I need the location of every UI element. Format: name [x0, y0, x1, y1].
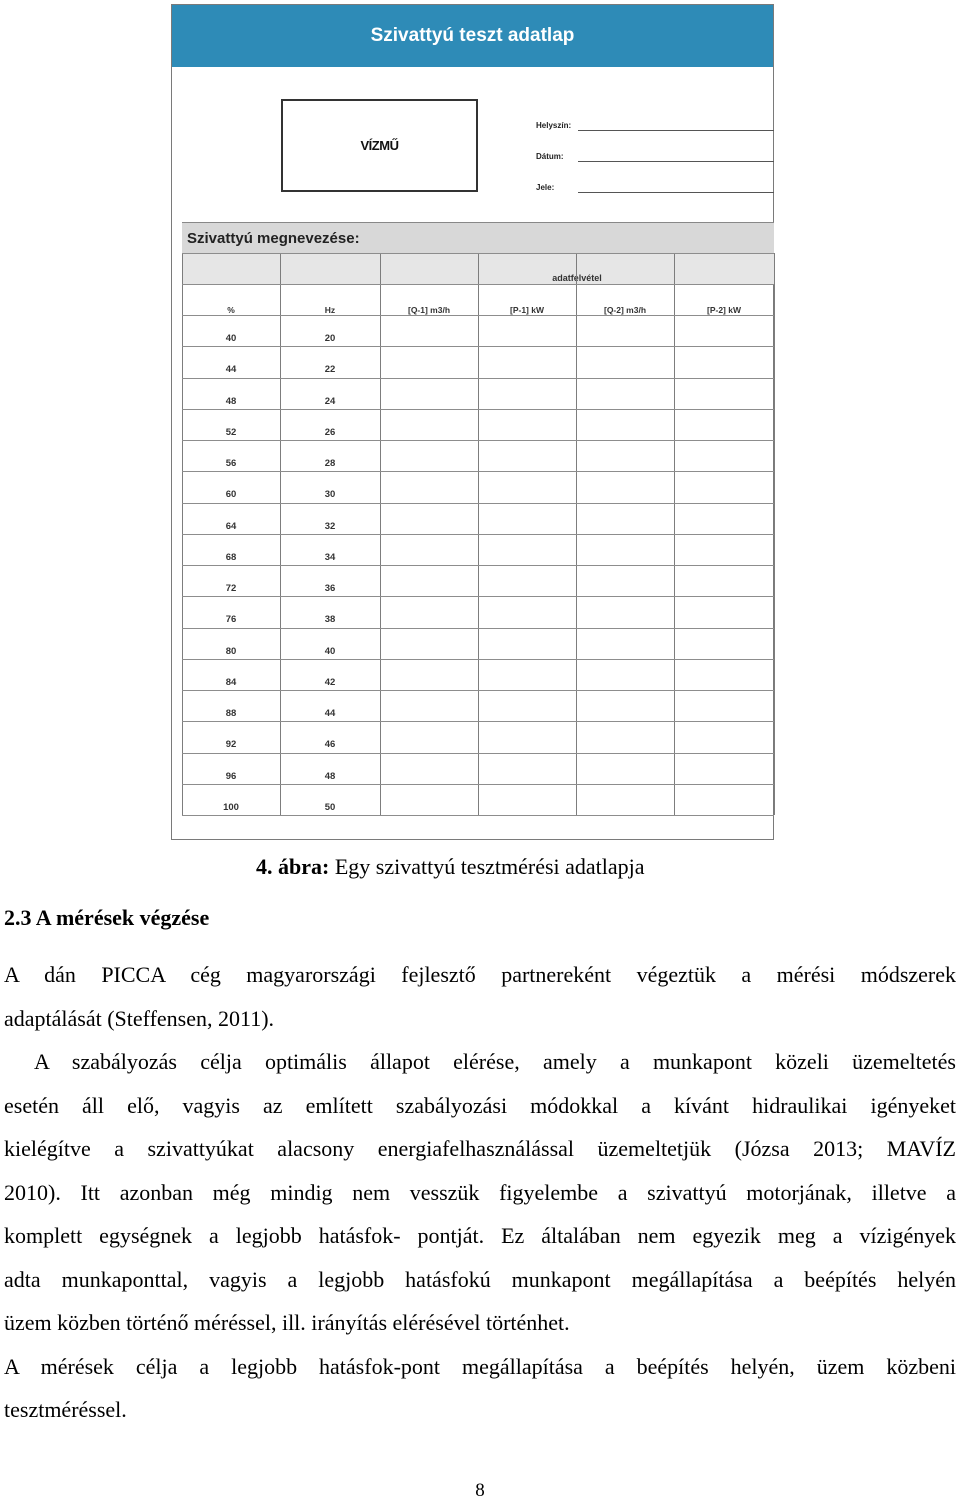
percent-cell: 96 — [225, 770, 237, 782]
percent-cell: 56 — [225, 458, 237, 469]
grid-row-line — [182, 378, 774, 379]
hz-cell: 40 — [324, 645, 336, 657]
location-label: Helyszín: — [536, 121, 572, 130]
percent-cell: 48 — [225, 395, 237, 407]
body-line: A mérések célja a legjobb hatásfok-pont megállapítása a beépítés helyén, üzem közbeni — [4, 1354, 956, 1379]
hz-cell: 50 — [324, 801, 336, 813]
location-line — [578, 130, 774, 131]
mark-label: Jele: — [536, 183, 555, 192]
hz-cell: 24 — [324, 395, 336, 407]
column-header: % — [227, 305, 235, 315]
percent-cell: 60 — [225, 489, 237, 501]
percent-cell: 84 — [225, 676, 237, 688]
grid-row-line — [182, 690, 774, 691]
percent-cell: 68 — [225, 551, 237, 563]
page-number: 8 — [475, 1480, 485, 1501]
percent-cell: 64 — [225, 520, 237, 532]
column-header: Hz — [324, 305, 336, 315]
grid-row-line — [182, 565, 774, 566]
grid-row-line — [182, 284, 774, 285]
grid-column-line — [774, 253, 775, 815]
grid-row-line — [182, 815, 774, 816]
grid-row-line — [182, 346, 774, 347]
hz-cell: 42 — [324, 676, 336, 688]
body-line: A dán PICCA cég magyarországi fejlesztő partnereként végeztük a mérési módszerek — [4, 962, 956, 987]
hz-cell: 34 — [324, 551, 336, 563]
column-header: [P-1] kW — [510, 305, 544, 315]
caption-label: 4. ábra: — [256, 854, 330, 879]
hz-cell: 28 — [324, 458, 336, 469]
figure-caption — [256, 854, 645, 880]
grid-row-line — [182, 315, 774, 316]
hz-cell: 38 — [324, 614, 336, 626]
hz-cell: 48 — [324, 770, 336, 782]
percent-cell: 52 — [225, 426, 237, 438]
hz-cell: 30 — [324, 489, 336, 501]
percent-cell: 100 — [223, 801, 239, 813]
grid-row-line — [182, 628, 774, 629]
grid-row-line — [182, 253, 774, 254]
logo-text: VÍZMŰ — [360, 138, 399, 153]
hz-cell: 32 — [324, 520, 336, 532]
hz-cell: 20 — [324, 333, 336, 344]
hz-cell: 36 — [324, 583, 336, 594]
section-heading: 2.3 A mérések végzése — [4, 905, 210, 930]
grid-row-line — [182, 534, 774, 535]
body-line: 2010). Itt azonban még mindig nem vesszük figyelembe a szivattyú motorjának, illetve a — [4, 1180, 956, 1205]
body-line: A szabályozás célja optimális állapot elérése, amely a munkapont közeli üzemeltetés — [34, 1049, 956, 1074]
mark-field — [536, 177, 774, 193]
body-line: üzem közben történő méréssel, ill. irányítás elérésével történhet. — [4, 1310, 570, 1335]
location-field — [536, 115, 774, 131]
percent-cell: 44 — [225, 364, 237, 376]
hz-cell: 46 — [324, 739, 336, 751]
grid-row-line — [182, 784, 774, 785]
percent-cell: 72 — [225, 583, 237, 594]
percent-cell: 80 — [225, 645, 237, 657]
percent-cell: 88 — [225, 708, 237, 719]
percent-cell: 92 — [225, 739, 237, 751]
date-label: Dátum: — [536, 152, 564, 161]
percent-cell: 76 — [225, 614, 237, 626]
body-line: adta munkaponttal, vagyis a legjobb hatásfokú munkapont megállapítása a beépítés helyén — [4, 1267, 956, 1292]
hz-cell: 44 — [324, 708, 336, 719]
logo-box — [281, 99, 478, 192]
body-line: adaptálását (Steffensen, 2011). — [4, 1006, 275, 1031]
mark-line — [578, 192, 774, 193]
column-header: [Q-2] m3/h — [603, 305, 647, 315]
body-line: esetén áll elő, vagyis az említett szabályozási módokkal a kívánt hidraulikai igényeket — [4, 1093, 956, 1118]
grid-row-line — [182, 721, 774, 722]
date-field — [536, 146, 774, 162]
grid-row-line — [182, 659, 774, 660]
grid-row-line — [182, 409, 774, 410]
column-header: [P-2] kW — [707, 305, 741, 315]
pump-test-form — [171, 4, 774, 840]
grid-row-line — [182, 753, 774, 754]
measurement-table — [182, 222, 774, 816]
grid-row-line — [182, 503, 774, 504]
percent-cell: 40 — [225, 333, 237, 344]
grid-row-line — [182, 596, 774, 597]
body-line: kielégítve a szivattyúkat alacsony energiafelhasználással üzemeltetjük (Józsa 2013; MAVÍZ — [4, 1136, 956, 1161]
pump-name-label: Szivattyú megnevezése: — [182, 222, 774, 253]
data-group-label: adatfelvétel — [552, 273, 602, 283]
grid-row-line — [182, 471, 774, 472]
caption-text: Egy szivattyú tesztmérési adatlapja — [329, 854, 645, 879]
grid-row-line — [182, 440, 774, 441]
form-title: Szivattyú teszt adatlap — [172, 5, 773, 67]
body-line: komplett egységnek a legjobb hatásfok- pontját. Ez általában nem egyezik meg a vízigények — [4, 1223, 956, 1248]
hz-cell: 22 — [324, 364, 336, 376]
body-line: tesztméréssel. — [4, 1397, 127, 1422]
hz-cell: 26 — [324, 426, 336, 438]
date-line — [578, 161, 774, 162]
column-header: [Q-1] m3/h — [407, 305, 451, 315]
